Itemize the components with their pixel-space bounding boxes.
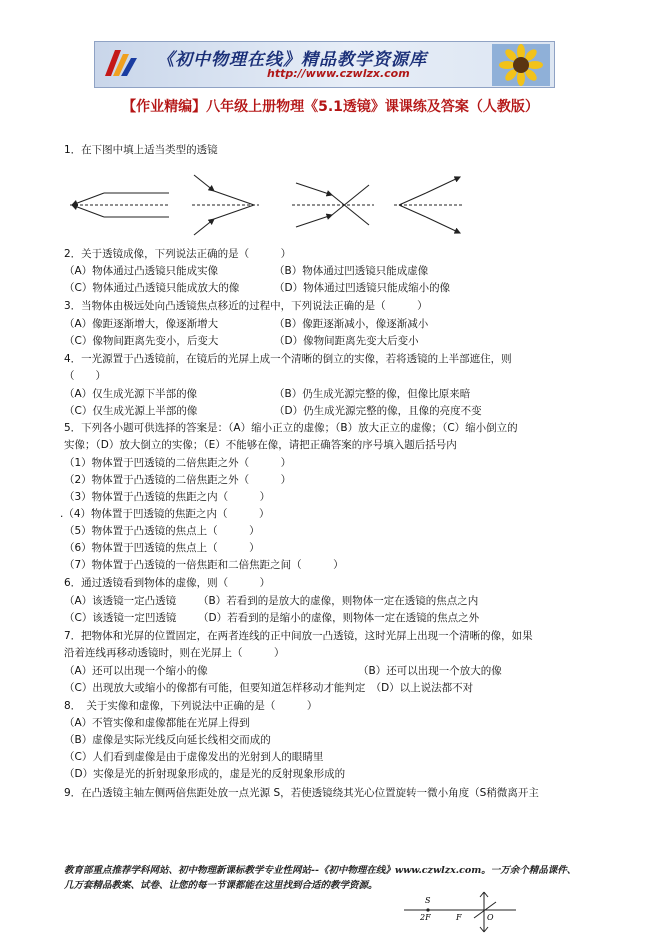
q5-item-4: .（4）物体置于凹透镜的焦距之内（ ） <box>60 508 270 520</box>
q5-item-7: （7）物体置于凸透镜的一倍焦距和二倍焦距之间（ ） <box>64 559 344 571</box>
q5-item-2: （2）物体置于凸透镜的二倍焦距之外（ ） <box>64 474 292 486</box>
q7-stem-line1: 7．把物体和光屏的位置固定，在两者连线的正中间放一凸透镜，这时光屏上出现一个清晰的像，如果 <box>64 630 533 642</box>
q2-stem: 2．关于透镜成像，下列说法正确的是（ ） <box>64 248 292 260</box>
q2-option-d: （D）物体通过凹透镜只能成缩小的像 <box>274 282 451 294</box>
q6-option-b: （B）若看到的是放大的虚像，则物体一定在透镜的焦点之内 <box>198 595 479 607</box>
banner-title: 《初中物理在线》精品教学资源库 <box>157 50 427 70</box>
q9-lens-figure <box>400 888 520 936</box>
q4-option-b: （B）仍生成光源完整的像，但像比原来暗 <box>274 388 471 400</box>
q6-option-a: （A）该透镜一定凸透镜 <box>64 595 177 607</box>
q5-item-6: （6）物体置于凹透镜的焦点上（ ） <box>64 542 260 554</box>
q6-option-d: （D）若看到的是缩小的虚像，则物体一定在透镜的焦点之外 <box>198 612 480 624</box>
q9-label-2f: 2F <box>420 913 431 922</box>
q2-option-b: （B）物体通过凹透镜只能成虚像 <box>274 265 429 277</box>
q2-option-a: （A）物体通过凸透镜只能成实像 <box>64 265 219 277</box>
q1-ray-diagram <box>64 165 464 245</box>
q4-stem-line2: （ ） <box>64 370 106 382</box>
q8-option-d: （D）实像是光的折射现象形成的，虚是光的反射现象形成的 <box>64 768 346 780</box>
q7-option-cd: （C）出现放大或缩小的像都有可能，但要知道怎样移动才能判定 （D）以上说法都不对 <box>64 682 474 694</box>
q3-option-a: （A）像距逐渐增大，像逐渐增大 <box>64 318 219 330</box>
q3-option-b: （B）像距逐渐减小，像逐渐减小 <box>274 318 429 330</box>
site-logo-icon <box>101 46 141 82</box>
q5-item-3: （3）物体置于凸透镜的焦距之内（ ） <box>64 491 271 503</box>
q3-stem: 3．当物体由极远处向凸透镜焦点移近的过程中，下列说法正确的是（ ） <box>64 300 428 312</box>
q9-label-o: O <box>487 913 494 922</box>
q7-option-b: （B）还可以出现一个放大的像 <box>358 665 502 677</box>
q3-option-d: （D）像物间距离先变大后变小 <box>274 335 419 347</box>
q4-option-c: （C）仅生成光源上半部的像 <box>64 405 198 417</box>
q5-stem-line1: 5．下列各小题可供选择的答案是：（A）缩小正立的虚像；（B）放大正立的虚像；（C）缩小倒立的 <box>64 422 518 434</box>
sunflower-icon <box>492 44 550 86</box>
site-banner <box>94 41 555 88</box>
q8-option-b: （B）虚像是实际光线反向延长线相交而成的 <box>64 734 271 746</box>
q6-stem: 6．通过透镜看到物体的虚像，则（ ） <box>64 577 271 589</box>
footer-line1: 教育部重点推荐学科网站、初中物理新课标教学专业性网站--《初中物理在线》www.czwlzx.com。一万余个精品课件、 <box>64 865 577 876</box>
q4-option-a: （A）仅生成光源下半部的像 <box>64 388 198 400</box>
q5-item-5: （5）物体置于凸透镜的焦点上（ ） <box>64 525 260 537</box>
q8-option-a: （A）不管实像和虚像都能在光屏上得到 <box>64 717 250 729</box>
q8-stem: 8． 关于实像和虚像，下列说法中正确的是（ ） <box>64 700 318 712</box>
q7-stem-line2: 沿着连线再移动透镜时，则在光屏上（ ） <box>64 647 285 659</box>
q4-option-d: （D）仍生成光源完整的像，且像的亮度不变 <box>274 405 482 417</box>
q9-label-s: S <box>425 896 431 905</box>
page-title: 【作业精编】八年级上册物理《5.1透镜》课课练及答案（人教版） <box>122 99 539 115</box>
footer-line2: 几万套精品教案、试卷、让您的每一节课都能在这里找到合适的教学资源。 <box>64 880 378 891</box>
q9-label-f: F <box>456 913 462 922</box>
q7-option-a: （A）还可以出现一个缩小的像 <box>64 665 208 677</box>
q1-text: 1．在下图中填上适当类型的透镜 <box>64 144 218 156</box>
q3-option-c: （C）像物间距离先变小，后变大 <box>64 335 219 347</box>
q5-stem-line2: 实像；（D）放大倒立的实像；（E）不能够在像，请把正确答案的序号填入题后括号内 <box>64 439 457 451</box>
q2-option-c: （C）物体通过凸透镜只能成放大的像 <box>64 282 240 294</box>
q9-stem: 9．在凸透镜主轴左侧两倍焦距处放一点光源 S，若使透镜绕其光心位置旋转一微小角度（S稍微离开主 <box>64 787 539 799</box>
q4-stem-line1: 4．一光源置于凸透镜前，在镜后的光屏上成一个清晰的倒立的实像，若将透镜的上半部遮住，则 <box>64 353 512 365</box>
banner-url[interactable]: http://www.czwlzx.com <box>267 67 410 80</box>
q5-item-1: （1）物体置于凹透镜的二倍焦距之外（ ） <box>64 457 292 469</box>
q6-option-c: （C）该透镜一定凹透镜 <box>64 612 177 624</box>
q8-option-c: （C）人们看到虚像是由于虚像发出的光射到人的眼睛里 <box>64 751 324 763</box>
